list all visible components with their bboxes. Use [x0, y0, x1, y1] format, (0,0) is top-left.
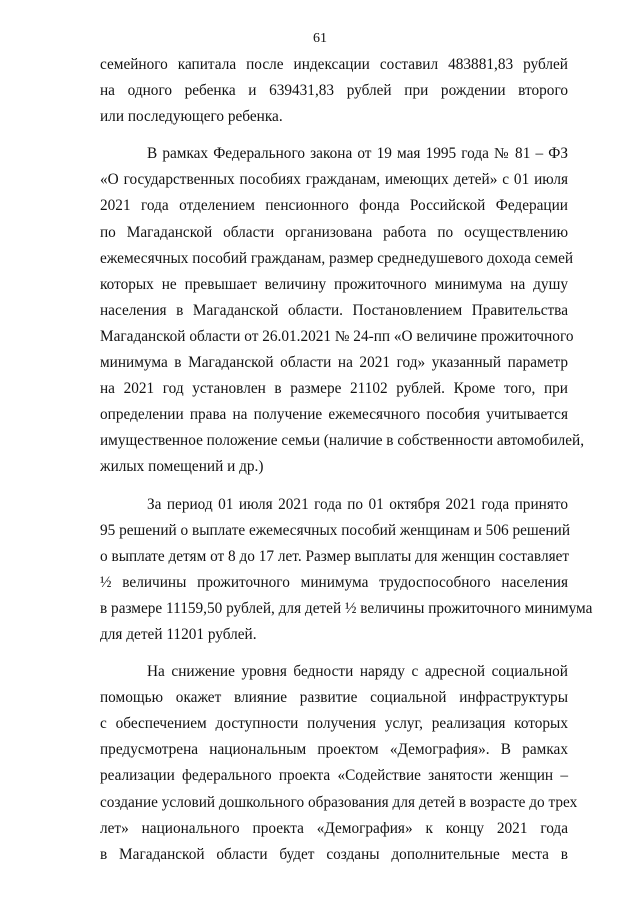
text-line: предусмотрена национальным проектом «Демография». В рамках	[100, 741, 568, 759]
text-line: На снижение уровня бедности наряду с адресной социальной	[147, 663, 568, 681]
text-line: ежемесячных пособий гражданам, размер среднедушевого дохода семей	[100, 249, 574, 267]
text-line: 95 решений о выплате ежемесячных пособий женщинам и 506 решений	[100, 521, 571, 539]
text-line: на 2021 год установлен в размере 21102 рублей. Кроме того, при	[100, 380, 568, 398]
text-line: в Магаданской области будет созданы дополнительные места в	[100, 845, 568, 863]
text-line: о выплате детям от 8 до 17 лет. Размер выплаты для женщин составляет	[100, 547, 570, 565]
text-line: для детей 11201 рублей.	[100, 625, 257, 643]
text-line: в размере 11159,50 рублей, для детей ½ величины прожиточного минимума	[100, 599, 593, 617]
text-line: имущественное положение семьи (наличие в собственности автомобилей,	[100, 432, 585, 450]
text-line: помощью окажет влияние развитие социальной инфраструктуры	[100, 689, 568, 707]
text-line: создание условий дошкольного образования для детей в возрасте до трех	[100, 793, 578, 811]
text-line: В рамках Федерального закона от 19 мая 1995 года № 81 – ФЗ	[147, 145, 568, 163]
page-number: 61	[313, 31, 327, 46]
document-body	[100, 52, 593, 868]
paragraph-4	[100, 659, 578, 868]
text-line: по Магаданской области организована работа по осуществлению	[100, 223, 568, 241]
text-line: определении права на получение ежемесячного пособия учитывается	[100, 406, 568, 424]
text-line: минимума в Магаданской области на 2021 год» указанный параметр	[100, 354, 568, 372]
text-line: на одного ребенка и 639431,83 рублей при рождении второго	[100, 82, 568, 100]
text-line: населения в Магаданской области. Постановлением Правительства	[100, 301, 568, 319]
paragraph-2	[100, 141, 585, 480]
paragraph-1	[100, 52, 568, 130]
text-line: лет» национального проекта «Демография» к концу 2021 года	[100, 819, 568, 837]
text-line: жилых помещений и др.)	[100, 458, 264, 476]
text-line: реализации федерального проекта «Содействие занятости женщин –	[100, 767, 568, 785]
text-line: Магаданской области от 26.01.2021 № 24-пп «О величине прожиточного	[100, 327, 574, 345]
text-line: 2021 года отделением пенсионного фонда Российской Федерации	[100, 197, 568, 215]
text-line: с обеспечением доступности получения услуг, реализация которых	[100, 715, 568, 733]
text-line: которых не превышает величину прожиточного минимума на душу	[100, 275, 568, 293]
text-line: или последующего ребенка.	[100, 108, 283, 126]
text-line: За период 01 июля 2021 года по 01 октября 2021 года принято	[147, 495, 568, 513]
text-line: «О государственных пособиях гражданам, имеющих детей» с 01 июля	[100, 171, 568, 189]
text-line: семейного капитала после индексации составил 483881,83 рублей	[100, 56, 568, 73]
paragraph-3	[100, 492, 593, 649]
text-line: ½ величины прожиточного минимума трудоспособного населения	[100, 573, 568, 591]
